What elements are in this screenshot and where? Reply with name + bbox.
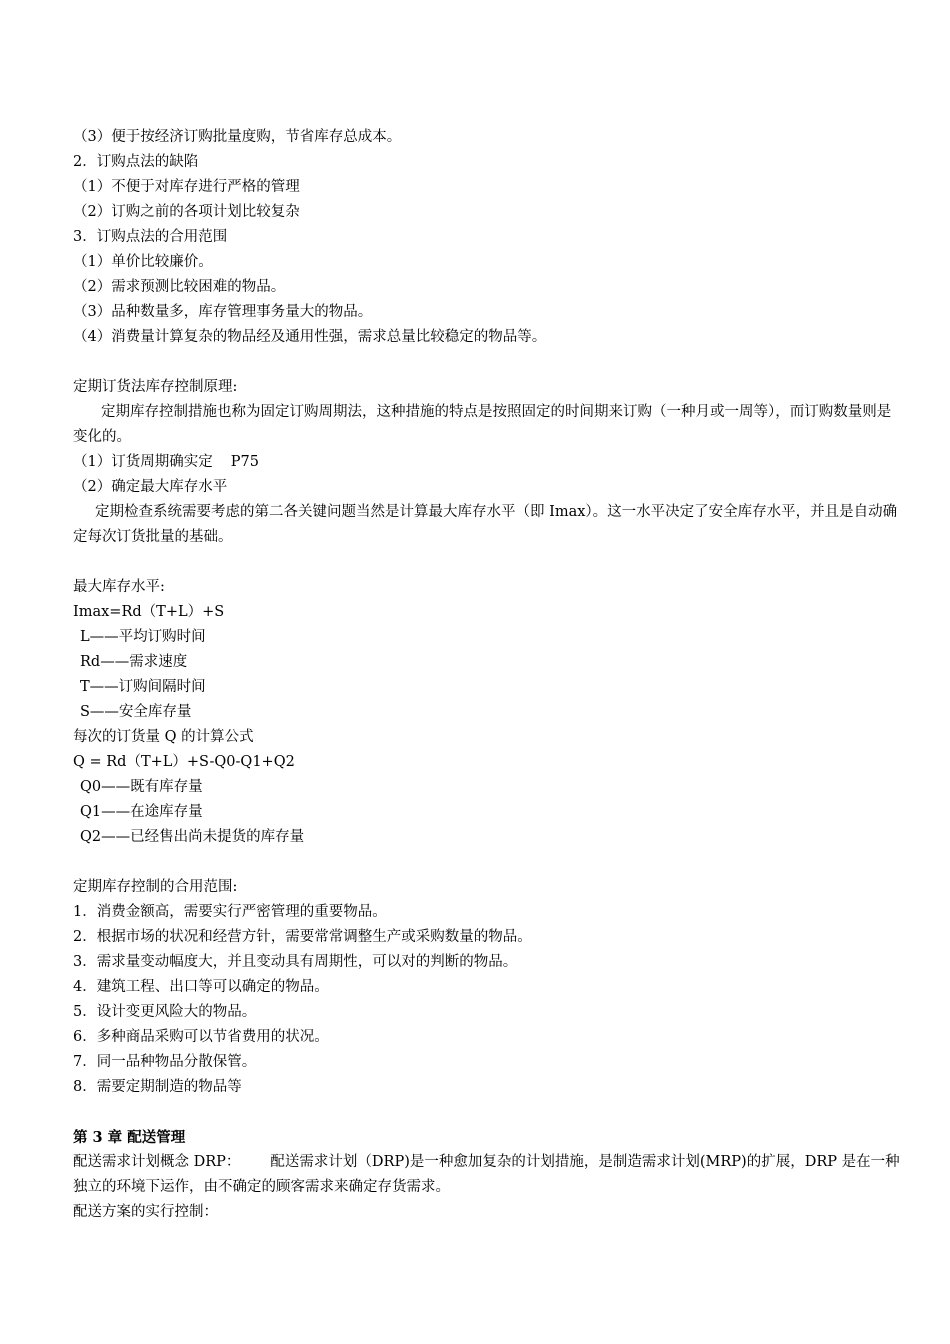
formula-definition: T——订购间隔时间 [80, 679, 206, 695]
formula-definition: Q1——在途库存量 [80, 804, 203, 820]
list-item: 3．需求量变动幅度大，并且变动具有周期性，可以对的判断的物品。 [73, 954, 518, 970]
paragraph [73, 1150, 903, 1200]
drp-label: 配送需求计划概念 DRP： [73, 1154, 241, 1170]
text-line: （2）确定最大库存水平 [73, 479, 228, 495]
item-text: （1）订货周期确实定 [73, 454, 213, 470]
list-item: 8．需要定期制造的物品等 [73, 1079, 242, 1095]
blank-line [73, 850, 903, 875]
text-line: （3）便于按经济订购批量度购，节省库存总成本。 [73, 129, 402, 145]
text-line: 配送方案的实行控制： [73, 1204, 218, 1220]
text-line: 每次的订货量 Q 的计算公式 [73, 729, 254, 745]
text-line: （1）单价比较廉价。 [73, 254, 213, 270]
list-item: 2．根据市场的状况和经营方针，需要常常调整生产或采购数量的物品。 [73, 929, 532, 945]
formula-definition: S——安全库存量 [80, 704, 192, 720]
section-heading: 定期订货法库存控制原理: [73, 379, 238, 395]
formula-definition: Rd——需求速度 [80, 654, 188, 670]
list-item: 6．多种商品采购可以节省费用的状况。 [73, 1029, 329, 1045]
blank-line [73, 550, 903, 575]
text-line: （3）品种数量多，库存管理事务量大的物品。 [73, 304, 373, 320]
paragraph: 定期检查系统需要考虑的第二各关键问题当然是计算最大库存水平（即 Imax）。这一水平决定了安全库存水平，并且是自动确定每次订货批量的基础。 [73, 504, 898, 545]
text-line: （4）消费量计算复杂的物品经及通用性强，需求总量比较稳定的物品等。 [73, 329, 547, 345]
blank-line [73, 350, 903, 375]
section-heading: 3．订购点法的合用范围 [73, 229, 228, 245]
page-reference: P75 [230, 454, 259, 470]
blank-line [73, 1100, 903, 1125]
formula-definition: L——平均订购时间 [80, 629, 206, 645]
list-item: 5．设计变更风险大的物品。 [73, 1004, 257, 1020]
text-line: （1）不便于对库存进行严格的管理 [73, 179, 300, 195]
section-heading: 2．订购点法的缺陷 [73, 154, 199, 170]
section-heading: 最大库存水平: [73, 579, 165, 595]
formula: Imax=Rd（T+L）+S [73, 604, 225, 620]
formula-definition: Q0——既有库存量 [80, 779, 203, 795]
list-item: 1．消费金额高，需要实行严密管理的重要物品。 [73, 904, 387, 920]
drp-definition: 配送需求计划（DRP)是一种愈加复杂的计划措施，是制造需求计划(MRP)的扩展，DRP 是在一种独立的环境下运作，由不确定的顾客需求来确定存货需求。 [73, 1154, 900, 1195]
section-heading: 定期库存控制的合用范围: [73, 879, 238, 895]
text-line [73, 450, 903, 475]
document-body [73, 125, 903, 1225]
text-line: （2）订购之前的各项计划比较复杂 [73, 204, 300, 220]
chapter-title: 第 3 章 配送管理 [73, 1129, 186, 1146]
text-line: （2）需求预测比较困难的物品。 [73, 279, 286, 295]
list-item: 7．同一品种物品分散保管。 [73, 1054, 257, 1070]
formula: Q = Rd（T+L）+S-Q0-Q1+Q2 [73, 754, 295, 770]
formula-definition: Q2——已经售出尚未提货的库存量 [80, 829, 305, 845]
list-item: 4．建筑工程、出口等可以确定的物品。 [73, 979, 329, 995]
paragraph: 定期库存控制措施也称为固定订购周期法，这种措施的特点是按照固定的时间期来订购（一种月或一周等），而订购数量则是变化的。 [73, 404, 892, 445]
